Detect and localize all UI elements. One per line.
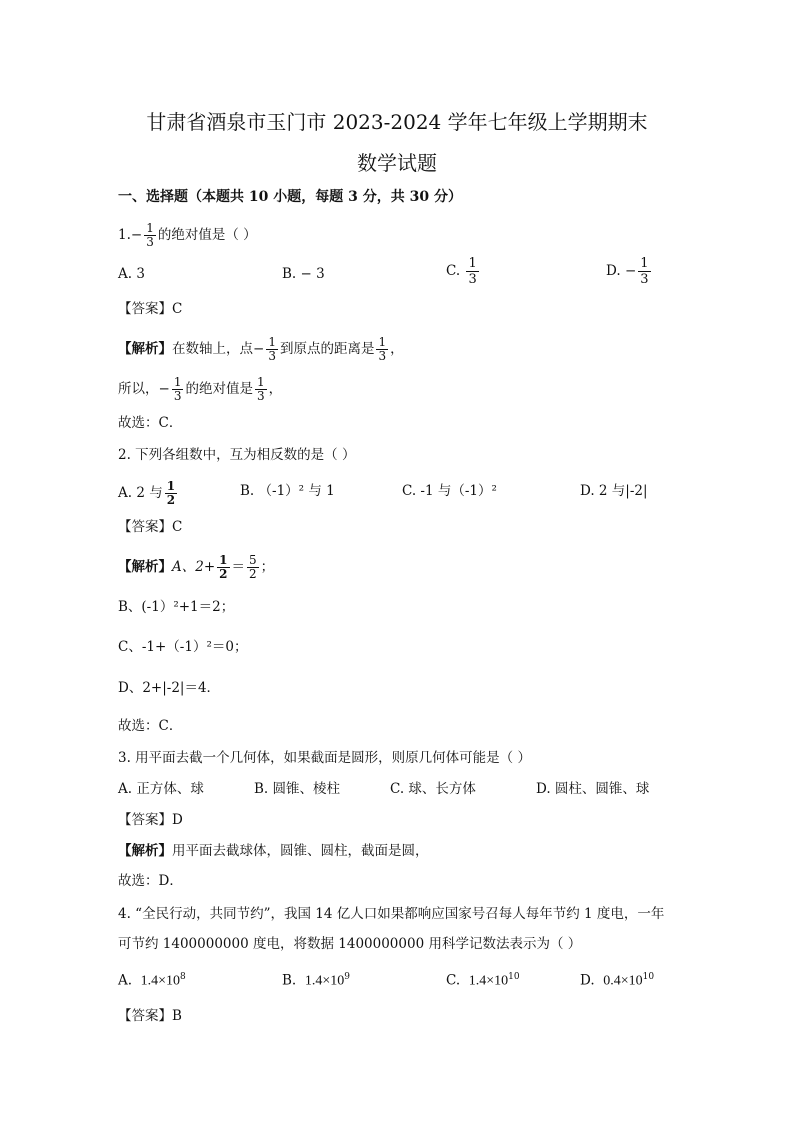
fraction: $\frac{1}{3}$ <box>268 335 276 363</box>
q3-conclusion: 故选：D． <box>118 873 183 889</box>
fraction: $\frac{1}{3}$ <box>146 221 154 249</box>
q2-answer: 【答案】C <box>118 519 183 535</box>
fraction: $\frac{1}{2}$ <box>166 479 176 507</box>
q1-option-c: C. $\frac{1}{3}$ <box>446 256 477 287</box>
q3-option-d: D. 圆柱、圆锥、球 <box>536 781 650 797</box>
fraction: $\frac{1}{3}$ <box>468 256 477 287</box>
fraction: $\frac{5}{2}$ <box>249 553 257 581</box>
q4-answer: 【答案】B <box>118 1008 182 1024</box>
q1-answer: 【答案】C <box>118 301 183 317</box>
q3-option-a: A. 正方体、球 <box>118 781 204 797</box>
q4-option-d: D. $0.4\times 10^{10}$ <box>580 972 655 989</box>
q1-option-d: D. − $\frac{1}{3}$ <box>606 256 649 287</box>
q2-conclusion: 故选：C． <box>118 718 183 734</box>
fraction: $\frac{1}{3}$ <box>378 335 387 363</box>
q2-option-c: C. -1 与（-1）² <box>402 483 497 499</box>
fraction: $\frac{1}{3}$ <box>256 375 265 403</box>
q2-explanation-a: 【解析】A、2+ $\frac{1}{2}$ ＝ $\frac{5}{2}$ ； <box>118 553 275 581</box>
q1-number: 1. <box>118 227 131 243</box>
page-subtitle: 数学试题 <box>357 151 437 175</box>
q3-answer: 【答案】D <box>118 812 183 828</box>
q4-stem-line1: 4. “全民行动，共同节约”，我国 14 亿人口如果都响应国家号召每人每年节约 1 度电，一年 <box>118 906 665 922</box>
fraction: $\frac{1}{2}$ <box>219 553 228 581</box>
q4-option-c: C. $1.4\times 10^{10}$ <box>446 972 520 989</box>
section-heading: 一、选择题（本题共 10 小题，每题 3 分，共 30 分） <box>118 189 462 205</box>
fraction: $\frac{1}{3}$ <box>173 375 182 403</box>
q1-explanation-line2: 所以，− $\frac{1}{3}$ 的绝对值是 $\frac{1}{3}$ ， <box>118 375 283 403</box>
page-title: 甘肃省酒泉市玉门市 2023-2024 学年七年级上学期期末 <box>146 110 648 134</box>
q2-option-b: B. （-1）² 与 1 <box>240 483 335 499</box>
q3-explanation: 【解析】用平面去截球体，圆锥、圆柱，截面是圆， <box>118 843 429 859</box>
fraction: $\frac{1}{3}$ <box>640 256 649 287</box>
q2-explanation-b: B、(-1）²+1＝2； <box>118 599 235 615</box>
q3-stem: 3. 用平面去截一个几何体，如果截面是圆形，则原几何体可能是（ ） <box>118 750 531 766</box>
q1-stem: 1.− $\frac{1}{3}$ 的绝对值是（ ） <box>118 221 257 249</box>
q1-explanation-line1: 【解析】在数轴上，点− $\frac{1}{3}$ 到原点的距离是 $\frac{1}{3}$ ， <box>118 335 404 363</box>
q4-stem-line2: 可节约 1400000000 度电，将数据 1400000000 用科学记数法表示为（ ） <box>118 936 582 952</box>
q2-option-d: D. 2 与|-2| <box>580 483 648 499</box>
q2-explanation-c: C、-1+（-1）²＝0； <box>118 639 248 655</box>
q4-option-b: B. $1.4\times 10^9$ <box>282 972 350 989</box>
q1-conclusion: 故选：C． <box>118 415 183 431</box>
q2-stem: 2. 下列各组数中，互为相反数的是（ ） <box>118 447 356 463</box>
q2-option-a: A. 2 与 $\frac{1}{2}$ <box>118 479 176 507</box>
q1-option-b: B. − 3 <box>282 266 325 282</box>
q1-option-a: A. 3 <box>118 266 145 282</box>
q2-explanation-d: D、2+|-2|＝4． <box>118 680 221 696</box>
q3-option-b: B. 圆锥、棱柱 <box>254 781 341 797</box>
q3-option-c: C. 球、长方体 <box>390 781 476 797</box>
q4-option-a: A. $1.4\times 10^8$ <box>118 972 186 989</box>
